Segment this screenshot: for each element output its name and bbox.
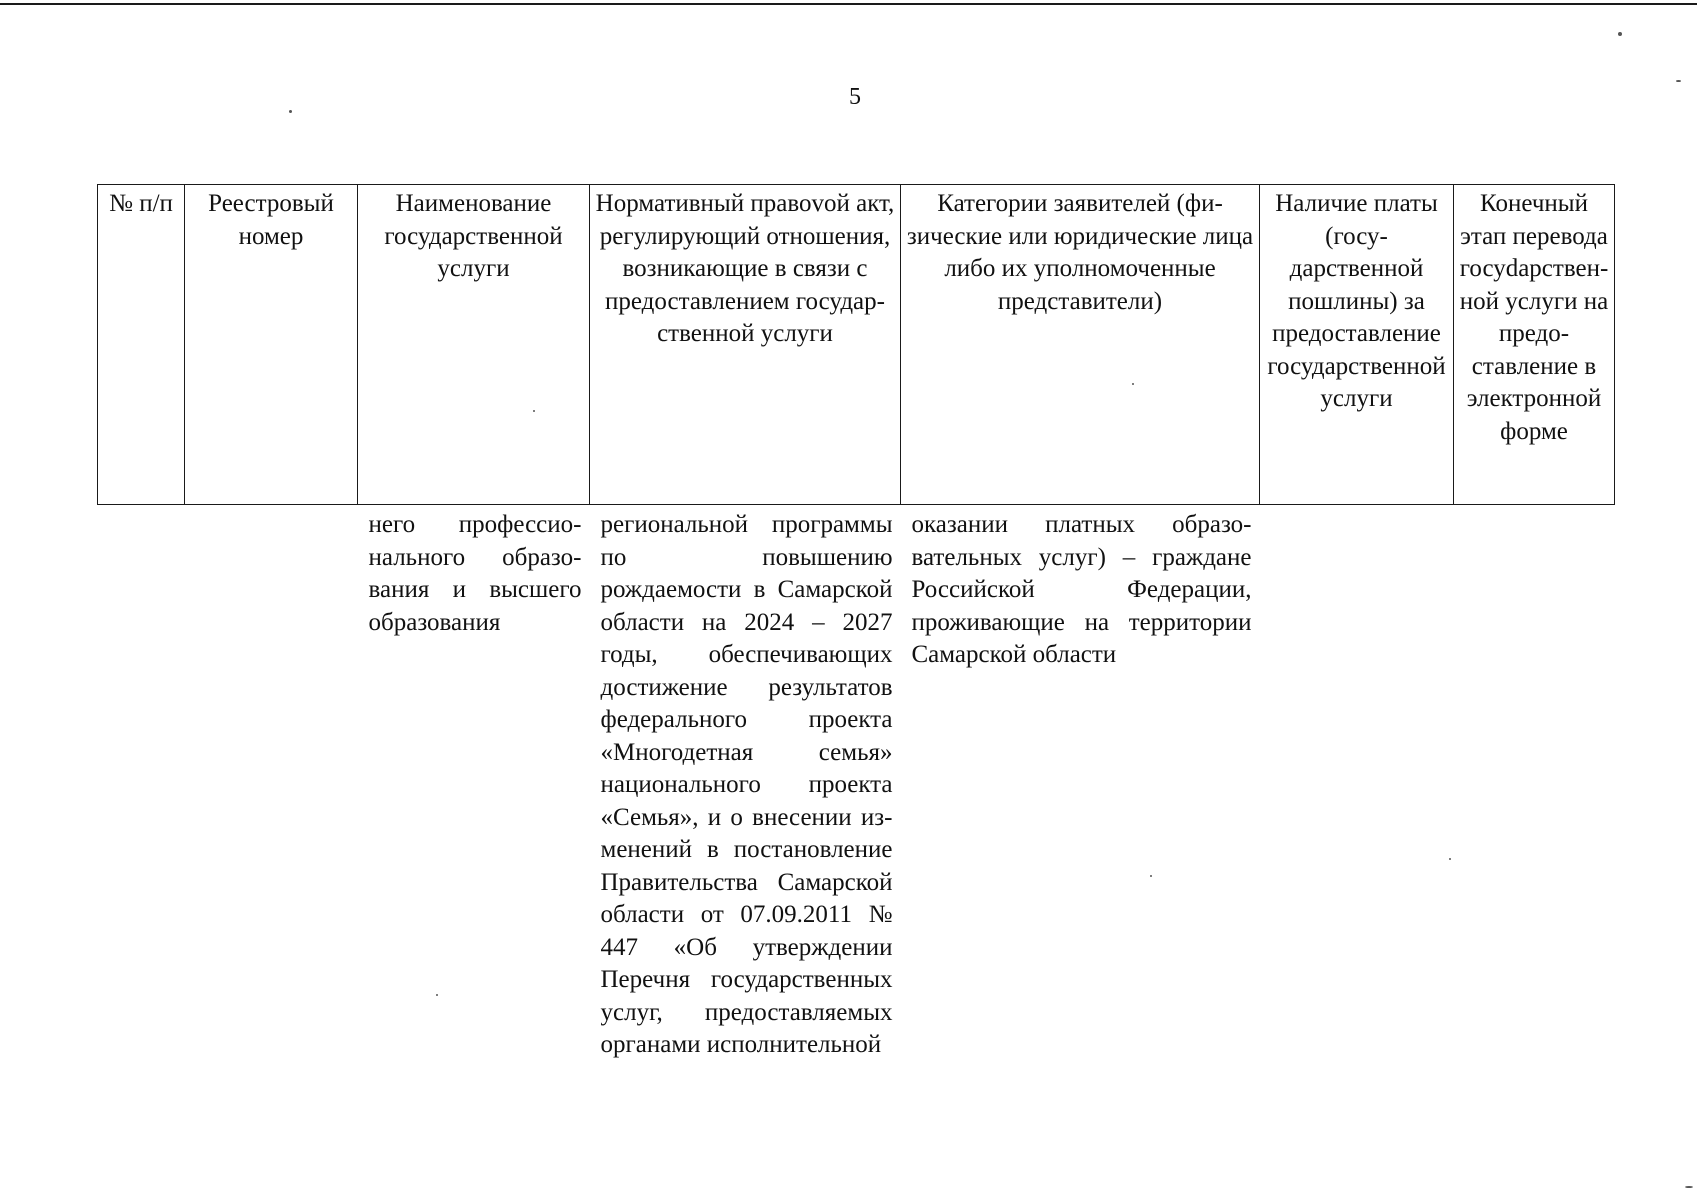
scan-speck <box>1132 383 1134 385</box>
cell-fee <box>1260 505 1454 1062</box>
cell-applicant-categories: оказании платных образовательных услуг) – граждане Российской Федерации, проживающие на территории Самарской области <box>911 511 1252 668</box>
page-number: 5 <box>849 84 861 110</box>
scan-speck <box>1150 875 1152 877</box>
header-fee: Наличие платы (государственной пошлины) за предоставление государственной услуги <box>1260 185 1454 505</box>
header-number: № п/п <box>98 185 185 505</box>
header-registry-number: Реестровый номер <box>185 185 358 505</box>
header-legal-act: Нормативный правоvой акт, регулирующий отношения, возникающие в связи с предоставлением государственной услуги <box>590 185 901 505</box>
cell-service-name: него профессионального образования и высшего образования <box>368 511 582 636</box>
services-table <box>97 184 1615 1062</box>
scan-speck <box>436 994 438 996</box>
scan-speck <box>533 410 535 412</box>
header-service-name: Наименование государственной услуги <box>358 185 590 505</box>
cell-final-stage <box>1454 505 1615 1062</box>
cell-legal-act: региональной программы по повышению рождаемости в Самарской области на 2024 – 2027 годы, обеспечивающих достижение результатов федерального проекта «Многодетная семья» национального проекта «Семья», и о внесении изменений в постановление Правительства Самарской области от 07.09.2011 № 447 «Об утверждении Перечня государственных услуг, предоставляемых органами исполнительной <box>600 511 893 1058</box>
table-header-row <box>98 185 1615 505</box>
header-final-stage: Конечный этап перевода госуdарственной услуги на предоставление в электронной форме <box>1454 185 1615 505</box>
table-row <box>98 505 1615 1062</box>
cell-number <box>98 505 185 1062</box>
cell-registry-number <box>185 505 358 1062</box>
scan-speck <box>1685 1186 1693 1188</box>
scan-speck <box>289 110 292 113</box>
top-border-line <box>0 3 1697 5</box>
header-applicant-categories: Категории заявителей (физические или юридические лица либо их уполномоченные представители) <box>901 185 1260 505</box>
scan-speck <box>1676 80 1681 82</box>
scan-speck <box>1449 858 1451 860</box>
scan-speck <box>1618 32 1622 36</box>
